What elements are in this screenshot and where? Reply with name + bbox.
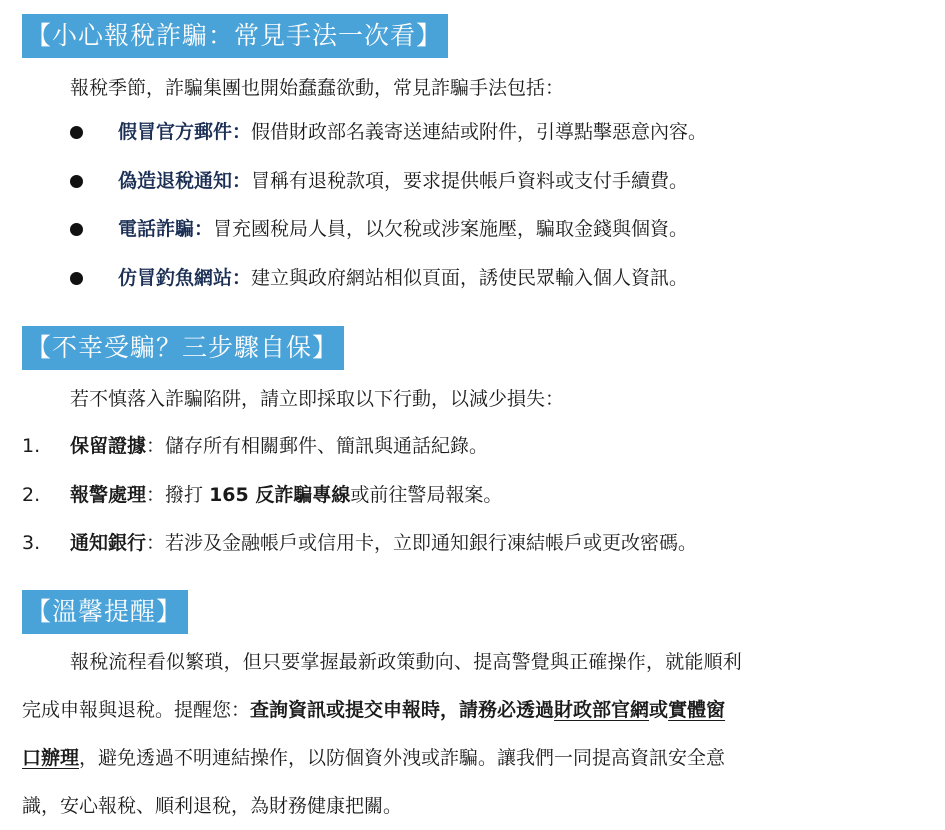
counter-text: 實體窗 — [668, 699, 726, 721]
step-label: 通知銀行 — [70, 532, 147, 554]
section-heading-self-protection: 【不幸受騙？三步驟自保】 — [22, 326, 344, 370]
step-number: 3. — [22, 532, 41, 554]
reminder-line-3 — [22, 734, 924, 782]
reminder-emphasis: 或 — [649, 699, 669, 721]
item-text: 冒稱有退稅款項，要求提供帳戶資料或支付手續費。 — [251, 170, 689, 192]
item-text: 假借財政部名義寄送連結或附件，引導點擊惡意內容。 — [251, 121, 708, 143]
reminder-text: 報稅流程看似繁瑣，但只要掌握最新政策動向、提高警覺與正確操作，就能順利 — [70, 651, 743, 673]
step-label: 報警處理 — [70, 484, 147, 506]
reminder-emphasis: 查詢資訊或提交申報時，請務必透過 — [250, 699, 555, 721]
list-item — [0, 261, 945, 295]
step-label: 保留證據 — [70, 435, 147, 457]
list-item — [0, 164, 945, 198]
bullet-icon — [70, 175, 83, 188]
hotline-text: 165 反詐騙專線 — [209, 484, 351, 506]
step-text: ：儲存所有相關郵件、簡訊與通話紀錄。 — [146, 435, 489, 457]
item-label: 仿冒釣魚網站： — [118, 267, 252, 289]
list-item — [0, 478, 945, 512]
reminder-text: 完成申報與退稅。提醒您： — [22, 699, 251, 721]
mof-website-text: 財政部官網 — [554, 699, 650, 721]
reminder-line-4 — [22, 782, 924, 830]
reminder-line-2 — [22, 686, 924, 734]
item-label: 電話詐騙： — [118, 218, 214, 240]
bullet-icon — [70, 223, 83, 236]
item-label: 偽造退稅通知： — [118, 170, 252, 192]
step-number: 1. — [22, 435, 41, 457]
section-heading-reminder: 【溫馨提醒】 — [22, 590, 188, 634]
item-label: 假冒官方郵件： — [118, 121, 252, 143]
reminder-text: ，避免透過不明連結操作，以防個資外洩或詐騙。讓我們一同提高資訊安全意 — [79, 747, 726, 769]
section-heading-scam-methods: 【小心報稅詐騙：常見手法一次看】 — [22, 14, 448, 58]
step-text: ：若涉及金融帳戶或信用卡，立即通知銀行凍結帳戶或更改密碼。 — [146, 532, 698, 554]
bullet-icon — [70, 126, 83, 139]
bullet-icon — [70, 272, 83, 285]
step-text: ：撥打 — [146, 484, 210, 506]
step-number: 2. — [22, 484, 41, 506]
list-item — [0, 429, 945, 463]
item-text: 冒充國稅局人員，以欠稅或涉案施壓，騙取金錢與個資。 — [213, 218, 689, 240]
list-item — [0, 212, 945, 246]
reminder-text: 識，安心報稅、順利退稅，為財務健康把關。 — [22, 795, 403, 817]
section2-intro: 若不慎落入詐騙陷阱，請立即採取以下行動，以減少損失： — [70, 388, 565, 410]
list-item — [0, 526, 945, 560]
section1-intro: 報稅季節，詐騙集團也開始蠢蠢欲動，常見詐騙手法包括： — [70, 77, 565, 99]
item-text: 建立與政府網站相似頁面，誘使民眾輸入個人資訊。 — [251, 267, 689, 289]
counter-text: 口辦理 — [22, 747, 80, 769]
step-text-continued: 或前往警局報案。 — [350, 484, 503, 506]
reminder-line-1 — [22, 638, 924, 686]
list-item — [0, 115, 945, 149]
